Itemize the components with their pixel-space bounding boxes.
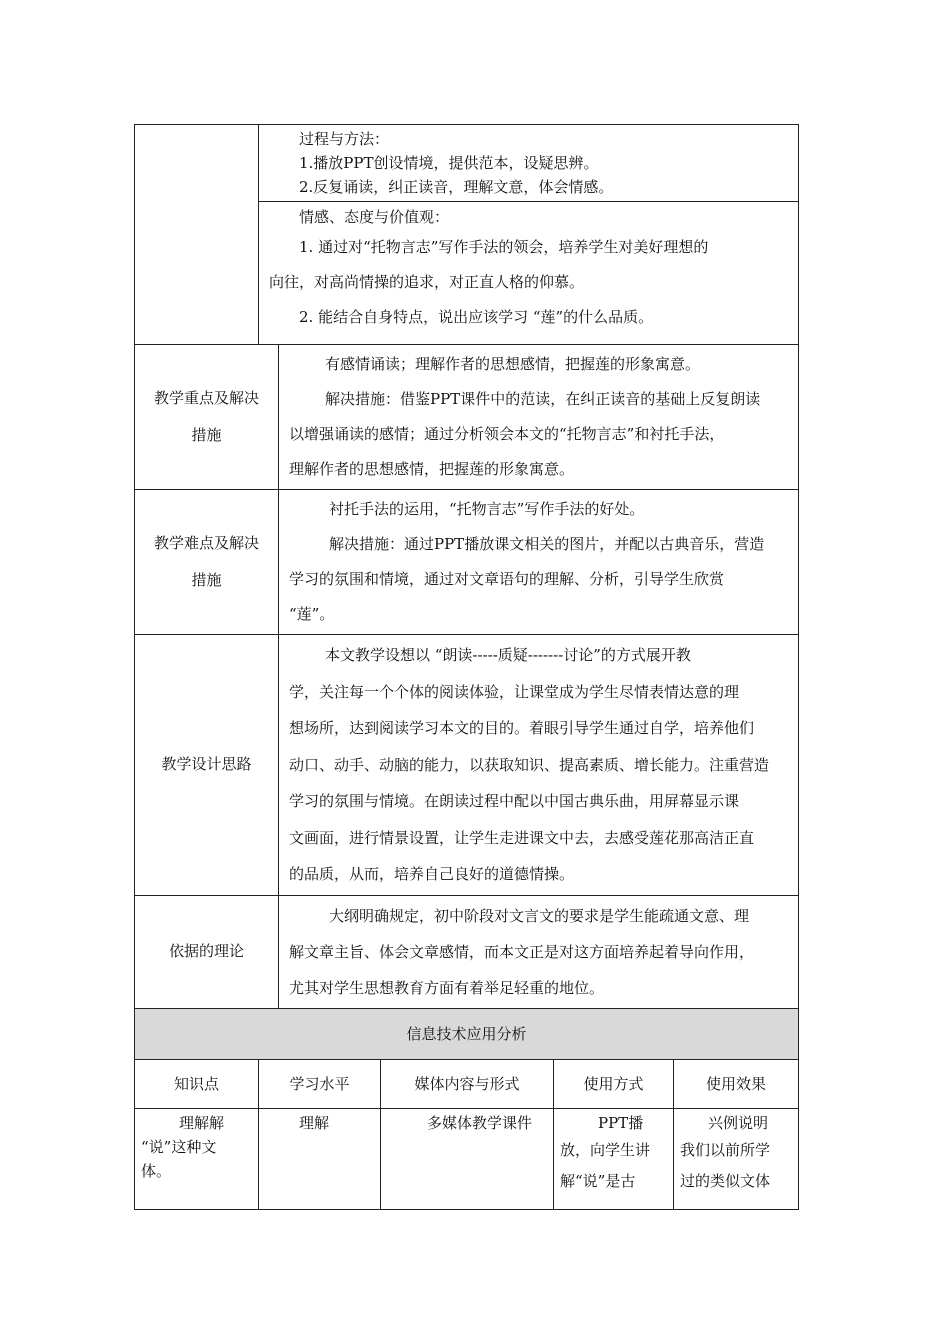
- design-line: 的品质，从而，培养自己良好的道德情操。: [289, 865, 575, 883]
- design-line: 学，关注每一个个体的阅读体验，让课堂成为学生尽情表情达意的理: [289, 682, 740, 701]
- col-header-media: 媒体内容与形式: [381, 1059, 554, 1108]
- difficulty-line: “莲”。: [289, 605, 335, 623]
- it-column-headers: [135, 1059, 799, 1108]
- emotion-paragraph-1b: 向往，对高尚情操的追求，对正直人格的仰慕。: [269, 273, 585, 291]
- emotion-attitude-cell: [259, 202, 799, 345]
- design-line: 想场所，达到阅读学习本文的目的。着眼引导学生通过自学，培养他们: [289, 719, 755, 737]
- design-row: [135, 635, 799, 896]
- difficulty-line: 衬托手法的运用，“托物言志”写作手法的好处。: [329, 500, 645, 518]
- design-line: 文画面，进行情景设置，让学生走进课文中去，去感受莲花那高洁正直: [289, 828, 755, 847]
- theory-line: 尤其对学生思想教育方面有着举足轻重的地位。: [289, 978, 605, 997]
- design-label: 教学设计思路: [135, 635, 279, 896]
- theory-line: 解文章主旨、体会文章感情，而本文正是对这方面培养起着导向作用，: [289, 942, 755, 961]
- key-points-row: [135, 345, 799, 490]
- difficulty-content: [279, 490, 799, 635]
- difficulty-label: 教学难点及解决 措施: [135, 490, 279, 635]
- media-cell: 多媒体教学课件: [381, 1108, 554, 1209]
- process-line: 过程与方法：: [299, 130, 390, 148]
- key-line: 以增强诵读的感情；通过分析领会本文的“托物言志”和衬托手法，: [289, 425, 725, 443]
- key-points-content: [279, 345, 799, 490]
- key-line: 解决措施：借鉴PPT课件中的范读，在纠正读音的基础上反复朗读: [325, 390, 761, 408]
- col-header-method: 使用方式: [554, 1059, 674, 1108]
- lesson-plan-page: [134, 124, 798, 1210]
- emotion-paragraph-1a: 1. 通过对“托物言志”写作手法的领会，培养学生对美好理想的: [299, 238, 709, 256]
- method-cell: PPT播 放，向学生讲 解“说”是古: [554, 1108, 674, 1209]
- design-line: 学习的氛围与情境。在朗读过程中配以中国古典乐曲，用屏幕显示课: [289, 792, 740, 810]
- theory-row: [135, 895, 799, 1008]
- it-section-header-row: [135, 1008, 799, 1059]
- col-header-effect: 使用效果: [674, 1059, 799, 1108]
- theory-label: 依据的理论: [135, 895, 279, 1008]
- theory-content: [279, 895, 799, 1008]
- knowledge-cell: 理解解 “说”这种文 体。: [135, 1108, 259, 1209]
- difficulty-line: 学习的氛围和情境，通过对文章语句的理解、分析，引导学生欣赏: [289, 570, 725, 588]
- it-data-row: [135, 1108, 799, 1209]
- process-line: 2.反复诵读，纠正读音，理解文意，体会情感。: [299, 178, 614, 196]
- difficulty-line: 解决措施：通过PPT播放课文相关的图片，并配以古典音乐，营造: [329, 535, 765, 553]
- objectives-label-cell: [135, 125, 259, 345]
- col-header-knowledge: 知识点: [135, 1059, 259, 1108]
- key-points-label: 教学重点及解决 措施: [135, 345, 279, 490]
- design-content: [279, 635, 799, 896]
- effect-cell: 兴例说明 我们以前所学 过的类似文体: [674, 1108, 799, 1209]
- col-header-level: 学习水平: [259, 1059, 381, 1108]
- design-line: 本文教学设想以 “朗读-----质疑-------讨论”的方式展开教: [325, 646, 691, 664]
- process-line: 1.播放PPT创设情境，提供范本，设疑思辨。: [299, 154, 599, 172]
- emotion-heading: 情感、态度与价值观：: [299, 208, 450, 226]
- level-cell: 理解: [259, 1108, 381, 1209]
- theory-line: 大纲明确规定，初中阶段对文言文的要求是学生能疏通文意、理: [329, 906, 750, 925]
- emotion-paragraph-2: 2. 能结合自身特点，说出应该学习 “莲”的什么品质。: [299, 308, 654, 326]
- it-section-title: 信息技术应用分析: [135, 1008, 799, 1059]
- key-line: 理解作者的思想感情，把握莲的形象寓意。: [289, 460, 575, 478]
- difficulty-row: [135, 490, 799, 635]
- objectives-process-row: [135, 125, 799, 202]
- design-line: 动口、动手、动脑的能力，以获取知识、提高素质、增长能力。注重营造: [289, 755, 770, 774]
- key-line: 有感情诵读；理解作者的思想感情，把握莲的形象寓意。: [325, 355, 701, 373]
- lesson-plan-table: [134, 124, 799, 1210]
- process-method-cell: [259, 125, 799, 202]
